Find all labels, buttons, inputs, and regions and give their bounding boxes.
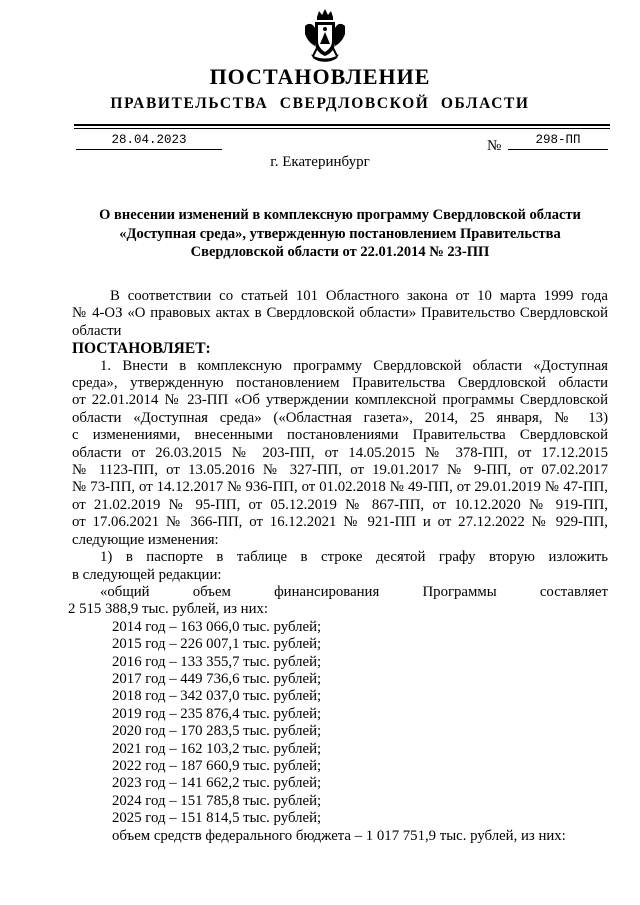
document-heading-line: Свердловской области от 22.01.2014 № 23-ПП xyxy=(190,244,490,260)
year-line: 2021 год – 162 103,2 тыс. рублей; xyxy=(112,740,322,757)
year-line: 2023 год – 141 662,2 тыс. рублей; xyxy=(112,775,322,792)
year-line: 2016 год – 133 355,7 тыс. рублей; xyxy=(112,653,322,670)
coat-of-arms-icon xyxy=(303,8,347,64)
document-heading xyxy=(70,206,610,262)
preamble-line: В соответствии со статьей 101 Областного закона от 10 марта 1999 года xyxy=(110,288,608,304)
item1-line: от 21.02.2019 № 95-ПП, от 05.12.2019 № 867-ПП, от 10.12.2020 № 919-ПП, xyxy=(72,496,608,513)
year-line: 2024 год – 151 785,8 тыс. рублей; xyxy=(112,792,322,809)
year-line: 2018 год – 342 037,0 тыс. рублей; xyxy=(112,688,322,705)
year-line: 2020 год – 170 283,5 тыс. рублей; xyxy=(112,723,322,740)
issuer-title: ПРАВИТЕЛЬСТВА СВЕРДЛОВСКОЙ ОБЛАСТИ xyxy=(110,95,530,112)
document-heading-line: О внесении изменений в комплексную программу Свердловской области xyxy=(99,207,581,223)
item1-line: следующие изменения: xyxy=(72,531,219,548)
federal-budget-line: объем средств федерального бюджета – 1 017 751,9 тыс. рублей, из них: xyxy=(112,827,566,844)
item1-line: области «Доступная среда» («Областная газета», 2014, 25 января, № 13) xyxy=(72,409,608,426)
item1-line: среда», утвержденную постановлением Правительства Свердловской области xyxy=(72,375,608,392)
item1-line: 1. Внести в комплексную программу Свердловской области «Доступная xyxy=(100,357,608,374)
document-heading-line: «Доступная среда», утвержденную постановлением Правительства xyxy=(119,225,561,242)
document-number: 298-ПП xyxy=(508,133,608,150)
city: г. Екатеринбург xyxy=(270,154,370,170)
number-sign: № xyxy=(487,138,502,154)
quote-line: 2 515 388,9 тыс. рублей, из них: xyxy=(68,601,269,618)
year-line: 2019 год – 235 876,4 тыс. рублей; xyxy=(112,705,322,722)
item1-line: области от 26.03.2015 № 203-ПП, от 14.05.2015 № 378-ПП, от 17.12.2015 xyxy=(72,444,608,461)
subitem1-line: в следующей редакции: xyxy=(72,566,222,583)
item1-line: № 1123-ПП, от 13.05.2016 № 327-ПП, от 19.01.2017 № 9-ПП, от 07.02.2017 xyxy=(72,462,608,479)
header-rule-thick xyxy=(74,124,610,126)
document-type-title: ПОСТАНОВЛЕНИЕ xyxy=(209,64,431,89)
header-rule-thin xyxy=(74,128,610,129)
document-body xyxy=(68,288,608,845)
decree-word: ПОСТАНОВЛЯЕТ: xyxy=(72,340,211,358)
year-line: 2022 год – 187 660,9 тыс. рублей; xyxy=(112,757,322,774)
item1-line: с изменениями, внесенными постановлениями Правительства Свердловской xyxy=(72,427,608,444)
quote-line: «общий объем финансирования Программы составляет xyxy=(100,583,608,600)
document-date: 28.04.2023 xyxy=(76,133,222,150)
year-line: 2014 год – 163 066,0 тыс. рублей; xyxy=(112,618,322,635)
item1-line: от 22.01.2014 № 23-ПП «Об утверждении комплексной программы Свердловской xyxy=(72,392,608,409)
year-line: 2015 год – 226 007,1 тыс. рублей; xyxy=(112,636,322,653)
subitem1-line: 1) в паспорте в таблице в строке десятой графу вторую изложить xyxy=(100,549,608,566)
item1-line: № 73-ПП, от 14.12.2017 № 936-ПП, от 01.02.2018 № 49-ПП, от 29.01.2019 № 47-ПП, xyxy=(72,479,608,496)
year-line: 2025 год – 151 814,5 тыс. рублей; xyxy=(112,810,322,827)
year-line: 2017 год – 449 736,6 тыс. рублей; xyxy=(112,670,322,687)
preamble-line: области xyxy=(72,322,122,339)
item1-line: от 17.06.2021 № 366-ПП, от 16.12.2021 № 921-ПП и от 27.12.2022 № 929-ПП, xyxy=(72,514,608,531)
preamble-line: № 4-ОЗ «О правовых актах в Свердловской области» Правительство Свердловской xyxy=(72,305,608,322)
